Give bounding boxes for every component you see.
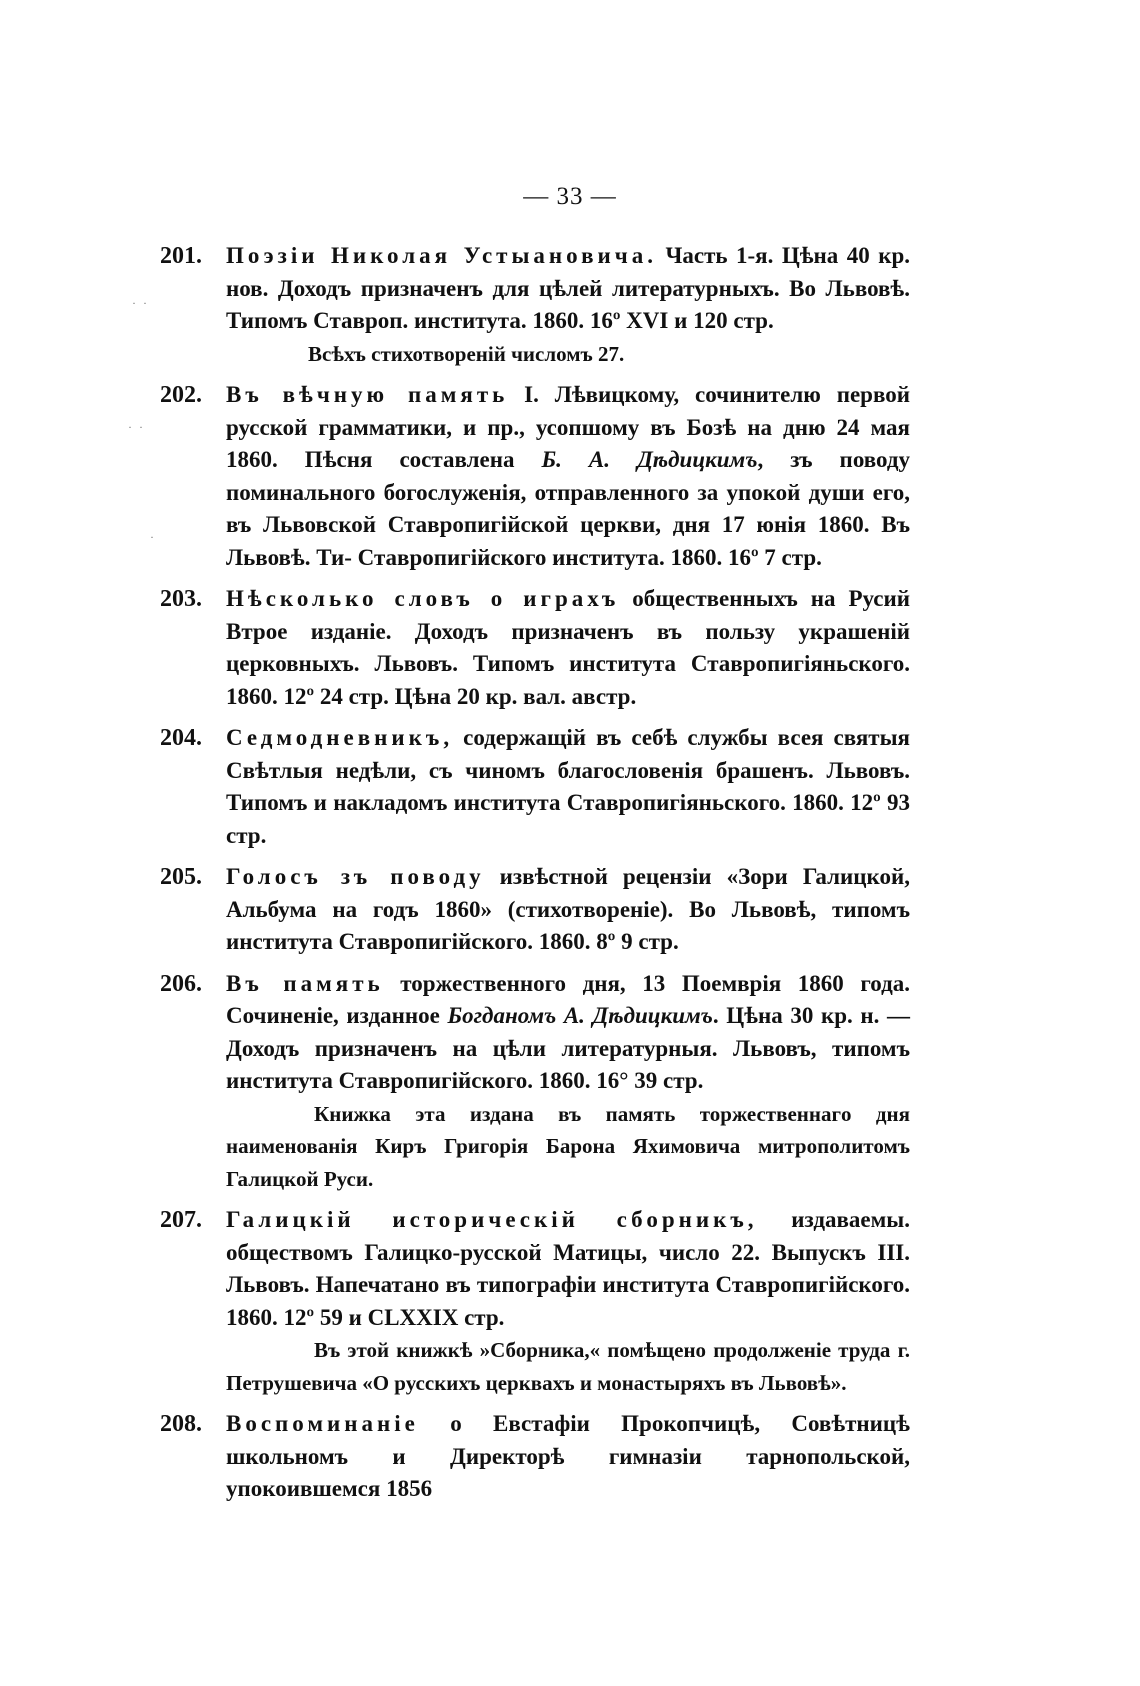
entry-note: Въ этой книжкѣ »Сборника,« помѣщено продолженіе труда г. Петрушевича «О русскихъ церквахъ и монастыряхъ въ Львовѣ». (226, 1338, 910, 1395)
entry-title: Нѣсколько словъ о играхъ (226, 586, 620, 611)
entry-208 (160, 1408, 910, 1506)
entry-text (226, 379, 910, 574)
entry-number: 204. (160, 725, 202, 751)
entry-text (226, 722, 910, 852)
entry-number: 206. (160, 970, 202, 997)
print-specks-decoration: · · (128, 420, 145, 434)
entry-description-cont: , зъ поводу поминального богослуженія, отправленного за упокой души его, въ Львовской Ставропигійской церкви, дня 17 юнія 1860. Въ Львовѣ. Ти- Ставропигійского института. 1860. 16º 7 стр. (226, 447, 910, 570)
entry-201 (160, 240, 910, 370)
entry-text (226, 968, 910, 1098)
entry-author: Б. А. Дѣдицкимъ (541, 447, 758, 472)
entry-202 (160, 379, 910, 574)
entry-description: издаваемы. обществомъ Галицко-русской Матицы, число 22. Выпускъ III. Львовъ. Напечатано въ типографіи института Ставропигійского. 1860. 12º 59 и CLXXIX стр. (226, 1207, 910, 1330)
entry-title: Въ память (226, 970, 384, 996)
entry-text (226, 861, 910, 959)
entry-206 (160, 968, 910, 1196)
entry-number: 202. (160, 382, 202, 408)
entry-description: общественныхъ на Русий Втрое изданіе. Доходъ призначенъ въ пользу украшеній церковныхъ. Львовъ. Типомъ института Ставропигіяньского. 1860. 12º 24 стр. Цѣна 20 кр. вал. австр. (226, 586, 910, 709)
entry-description-cont: . Цѣна 30 кр. н. — Доходъ призначенъ на цѣли литературныя. Львовъ, типомъ института Ставропигійского. 1860. 16° 39 стр. (226, 1003, 910, 1093)
entry-number: 207. (160, 1207, 202, 1233)
print-specks-decoration: · · (132, 296, 149, 310)
print-specks-decoration: · (150, 530, 156, 544)
entry-207 (160, 1204, 910, 1399)
entry-title: Галицкій историческій сборникъ, (226, 1207, 758, 1232)
entry-number: 201. (160, 243, 202, 269)
entry-author: Богданомъ А. Дѣдицкимъ (447, 1003, 713, 1028)
entry-number: 205. (160, 864, 202, 890)
entry-title: Поэзіи Николая Устыановича. (226, 243, 658, 268)
entry-title: Въ вѣчную память (226, 382, 509, 407)
entry-description: Часть 1-я. Цѣна 40 кр. нов. Доходъ призначенъ для цѣлей литературныхъ. Во Львовѣ. Типомъ Ставроп. института. 1860. 16º XVI и 120 стр. (226, 243, 910, 333)
entry-title: Голосъ зъ поводу (226, 864, 485, 889)
entry-description: І. Лѣвицкому, сочинителю первой русской грамматики, и пр., усопшому въ Бозѣ на дню 24 мая 1860. Пѣсня составлена (226, 382, 910, 472)
entry-description: о Евстафіи Прокопчицѣ, Совѣтницѣ школьномъ и Директорѣ гимназіи тарнопольской, упокоившемся 1856 (226, 1411, 910, 1501)
entry-text (226, 583, 910, 713)
entry-205 (160, 861, 910, 959)
entry-title: Седмодневникъ, (226, 725, 454, 750)
entry-203 (160, 583, 910, 713)
entry-title: Воспоминаніе (226, 1411, 419, 1436)
entry-204 (160, 722, 910, 852)
entry-description: содержащій въ себѣ службы всея святыя Свѣтлыя недѣли, съ чиномъ благословенія брашенъ. Львовъ. Типомъ и накладомъ института Ставропигіяньского. 1860. 12º 93 стр. (226, 725, 910, 848)
entry-text (226, 1408, 910, 1506)
entry-text (226, 1204, 910, 1334)
entry-note: Всѣхъ стихотвореній числомъ 27. (308, 341, 625, 366)
entry-number: 208. (160, 1411, 202, 1437)
page-number: — 33 — (523, 183, 617, 210)
bibliography-list (160, 240, 910, 1515)
entry-description: торжественного дня, 13 Поемврія 1860 года. Сочиненіе, изданное (226, 970, 910, 1028)
entry-note: Книжка эта издана въ память торжественнагo дня наименованія Киръ Григорія Барона Яхимовича митрополитомъ Галицкой Руси. (226, 1101, 910, 1191)
entry-number: 203. (160, 586, 202, 612)
entry-text (226, 240, 910, 338)
entry-description: извѣстной рецензіи «Зори Галицкой, Альбума на годъ 1860» (стихотвореніе). Во Львовѣ, типомъ института Ставропигійского. 1860. 8º 9 стр. (226, 864, 910, 954)
